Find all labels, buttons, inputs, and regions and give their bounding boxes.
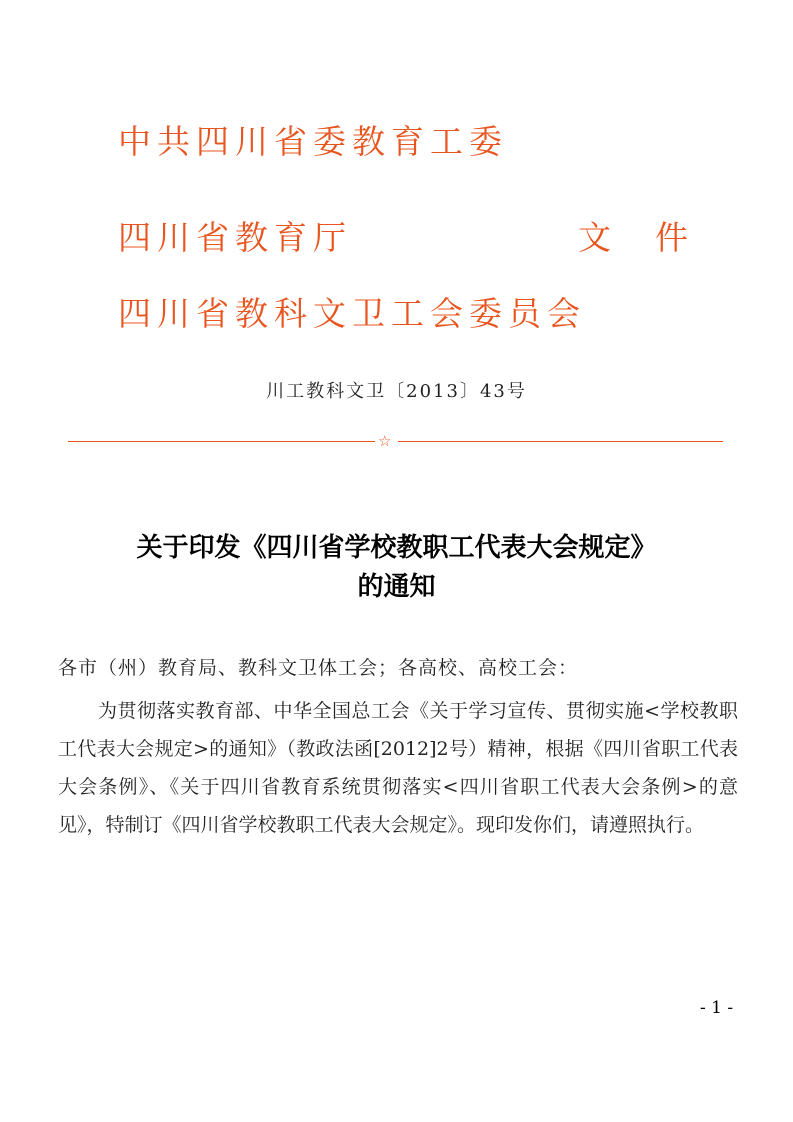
star-icon: ☆: [378, 432, 392, 450]
issuer-education-department: 四川省教育厅: [118, 218, 352, 257]
file-label-char-1: 文: [578, 218, 611, 257]
body-paragraph: 为贯彻落实教育部、中华全国总工会《关于学习宣传、贯彻实施<学校教职工代表大会规定>的通知》（教政法函[2012]2号）精神，根据《四川省职工代表大会条例》、《关于四川省教育系统贯彻落实<四川省职工代表大会条例>的意见》，特制订《四川省学校教职工代表大会规定》。现印发你们，请遵照执行。: [58, 700, 738, 836]
file-label: [578, 212, 688, 259]
divider-line-left: [68, 441, 375, 442]
issuer-party-committee: 中共四川省委教育工委: [118, 122, 508, 161]
notice-title-line-1: 关于印发《四川省学校教职工代表大会规定》: [136, 533, 657, 563]
document-number: 川工教科文卫〔2013〕43号: [266, 381, 527, 402]
notice-title-line-2: 的通知: [357, 572, 436, 602]
header-divider: [68, 432, 723, 450]
salutation: 各市（州）教育局、教科文卫体工会；各高校、高校工会：: [58, 657, 579, 679]
file-label-char-2: 件: [655, 218, 688, 257]
issuer-union-committee: 四川省教科文卫工会委员会: [118, 294, 586, 333]
page-number: - 1 -: [700, 998, 734, 1018]
divider-line-right: [398, 441, 723, 442]
